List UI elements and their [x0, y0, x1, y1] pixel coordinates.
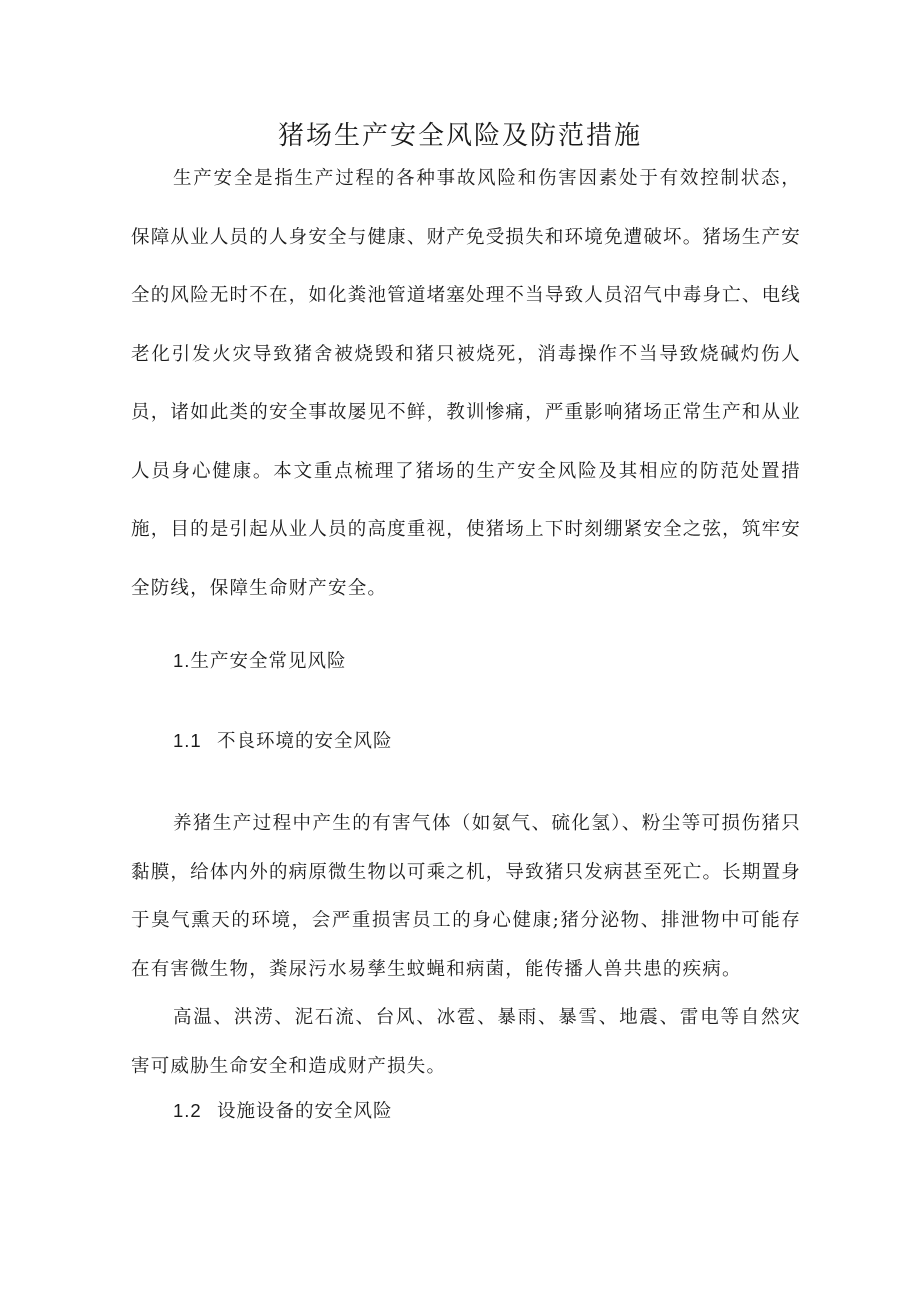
section-1-2-title: 设施设备的安全风险 [217, 1101, 393, 1122]
section-1-1-paragraph-1: 养猪生产过程中产生的有害气体（如氨气、硫化氢）、粉尘等可损伤猪只黏膜，给体内外的病原微生物以可乘之机，导致猪只发病甚至死亡。长期置身于臭气熏天的环境，会严重损害员工的身心健康;猪分泌物、排泄物中可能存在有害微生物，粪尿污水易孳生蚊蝇和病菌，能传播人兽共患的疾病。 [131, 813, 801, 980]
section-1-title: 生产安全常见风险 [190, 651, 347, 672]
section-1-number: 1. [173, 650, 191, 671]
section-1-1-paragraph-2: 高温、洪涝、泥石流、台风、冰雹、暴雨、暴雪、地震、雷电等自然灾害可威胁生命安全和造成财产损失。 [131, 1007, 801, 1077]
section-1-1-title: 不良环境的安全风险 [217, 731, 393, 752]
intro-paragraph: 生产安全是指生产过程的各种事故风险和伤害因素处于有效控制状态，保障从业人员的人身安全与健康、财产免受损失和环境免遭破坏。猪场生产安全的风险无时不在，如化粪池管道堵塞处理不当导致人员沼气中毒身亡、电线老化引发火灾导致猪舍被烧毁和猪只被烧死，消毒操作不当导致烧碱灼伤人员，诸如此类的安全事故屡见不鲜，教训惨痛，严重影响猪场正常生产和从业人员身心健康。本文重点梳理了猪场的生产安全风险及其相应的防范处置措施，目的是引起从业人员的高度重视，使猪场上下时刻绷紧安全之弦，筑牢安全防线，保障生命财产安全。 [131, 168, 801, 599]
document-title: 猪场生产安全风险及防范措施 [277, 121, 642, 151]
section-1-heading [173, 648, 346, 675]
section-1-1-number: 1.1 [173, 730, 202, 751]
section-1-1-heading [173, 728, 393, 755]
section-1-2-number: 1.2 [173, 1100, 202, 1121]
section-1-2-heading [173, 1098, 393, 1125]
